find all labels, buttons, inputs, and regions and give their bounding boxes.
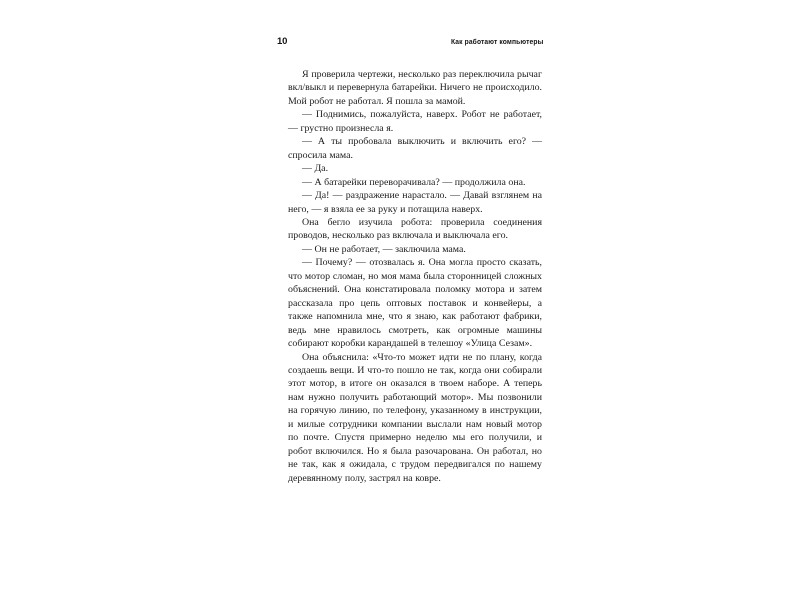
paragraph: — Он не работает, — заключила мама. [302, 243, 466, 255]
paragraph: Она бегло изучила робота: проверила соединения проводов, несколько раз включала и выключала его. [288, 216, 542, 242]
page-number: 10 [277, 36, 288, 47]
paragraph: — А ты пробовала выключить и включить его? — спросила мама. [288, 136, 542, 161]
body-text-block [288, 68, 542, 485]
paragraph: — А батарейки переворачивала? — продолжила она. [302, 176, 526, 188]
paragraph: — Почему? — отозвалась я. Она могла просто сказать, что мотор сломан, но моя мама была сторонницей сложных объяснений. Она констатировала поломку мотора и затем рассказала про цепь оптовых поставок и конвейеры, а также напомнила мне, что я знаю, как работают фабрики, ведь мне нравилось смотреть, как огромные машины собирают коробки карандашей в телешоу «Улица Сезам». [288, 257, 542, 350]
paragraph: — Да. [302, 163, 329, 175]
running-head [277, 37, 543, 51]
paragraph: — Поднимись, пожалуйста, наверх. Робот не работает, — грустно произнесла я. [288, 109, 542, 134]
paragraph: — Да! — раздражение нарастало. — Давай взглянем на него, — я взяла ее за руку и потащила наверх. [288, 190, 542, 215]
paragraph: Я проверила чертежи, несколько раз переключила рычаг вкл/выкл и перевернула батарейки. Ничего не происходило. Мой робот не работал. Я пошла за мамой. [288, 69, 542, 107]
running-head-title: Как работают компьютеры [450, 37, 543, 46]
paragraph: Она объяснила: «Что-то может идти не по плану, когда создаешь вещи. И что-то пошло не так, когда они собирали этот мотор, в итоге он оказался в твоем наборе. А теперь нам нужно получить работающий мотор». Мы позвонили на горячую линию, по телефону, указанному в инструкции, и милые сотрудники компании выслали нам новый мотор по почте. Спустя примерно неделю мы его получили, и робот включился. Но я была разочарована. Он работал, но не так, как я ожидала, с трудом передвигался по нашему деревянному полу, застрял на ковре. [288, 351, 542, 484]
